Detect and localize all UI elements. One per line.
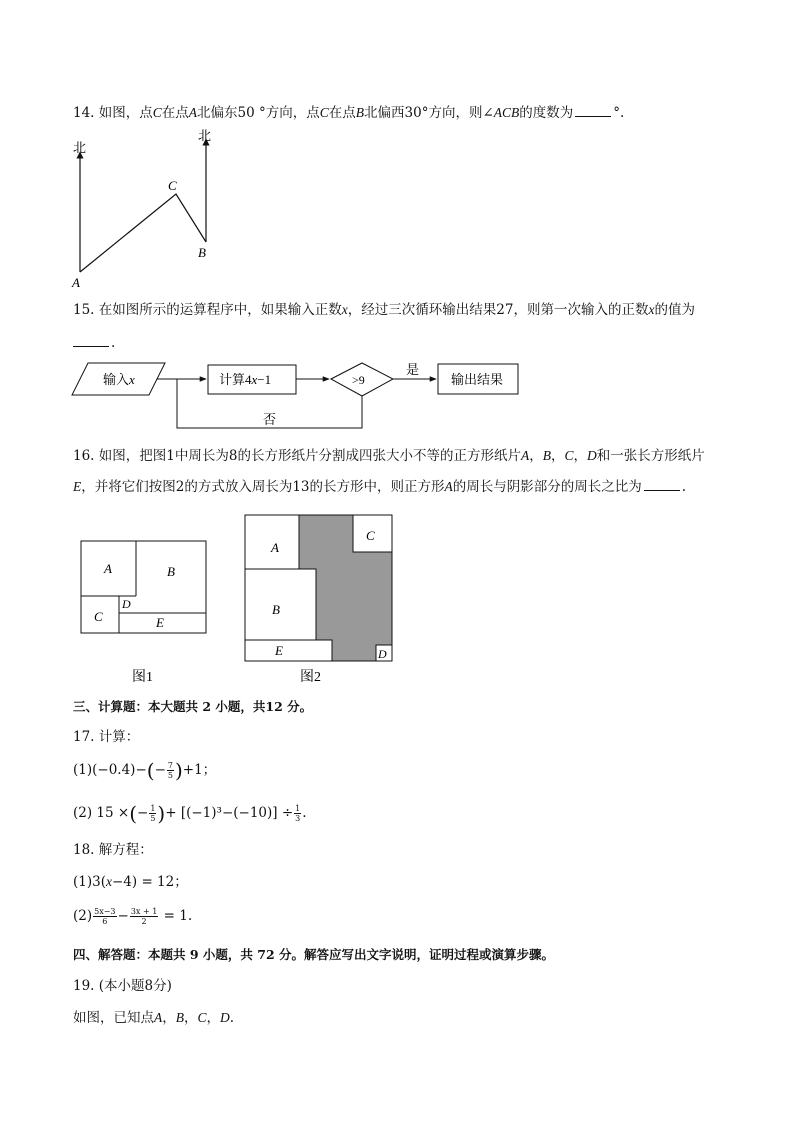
q17-p2-den2: 3 <box>295 814 301 823</box>
section-4-heading: 四、解答题：本题共 9 小题，共 72 分。解答应写出文字说明，证明过程或演算步骤。 <box>73 947 555 962</box>
q14-text-d: 在点 <box>328 105 356 121</box>
q14-var-c: C <box>152 105 162 120</box>
q18-p1-text-a: (1)3( <box>73 874 106 890</box>
q17-p2-den: 5 <box>150 814 156 823</box>
fig2-label-e: E <box>275 643 283 658</box>
q16-text-b: 和一张长方形纸片 <box>596 448 705 464</box>
q18-title: 18. 解方程： <box>73 842 153 858</box>
compute-label: 计算4x−1 <box>219 372 272 387</box>
q15-flowchart <box>70 358 530 436</box>
q15-var-x: x <box>341 302 348 317</box>
q14-var-a: A <box>188 105 198 120</box>
q16-sep2: ， <box>550 448 565 464</box>
q19-var-c: C <box>197 1010 207 1025</box>
fig1-label-e: E <box>156 615 164 630</box>
q17-p2-num2: 1 <box>295 804 301 813</box>
point-label-b: B <box>198 245 206 260</box>
q16-text-line1 <box>73 446 705 466</box>
q16-var-c: C <box>564 448 574 463</box>
q16-sep3: ， <box>573 448 587 464</box>
q17-p2-text-b: + [(−1)³−(−10)] ÷ <box>165 805 294 821</box>
q14-text-c: 北偏东50 °方向，点 <box>197 105 320 121</box>
q17-p1-fraction <box>167 761 174 780</box>
q18-p2-den2: 2 <box>141 917 147 926</box>
q18-p2-minus: − <box>117 908 129 924</box>
q18-p2-den1: 6 <box>102 917 108 926</box>
q17-p1-num: 7 <box>167 761 173 770</box>
q19-var-b: B <box>175 1010 184 1025</box>
q16-var-b: B <box>542 448 551 463</box>
q15-text-a: 15. 在如图所示的运算程序中，如果输入正数 <box>73 302 342 318</box>
q17-part2: (2) 15 ×(− $\frac{1}{5}$ )+ [(−1)³−(−10)] ÷ $\frac{1}{3}$ . <box>73 801 307 826</box>
no-label: 否 <box>263 412 277 427</box>
q16-sep1: ， <box>529 448 543 464</box>
q18-p2-num1: 5x−3 <box>94 907 116 916</box>
q18-part2 <box>73 906 192 926</box>
q17-title: 17. 计算： <box>73 729 140 745</box>
point-label-c: C <box>168 178 177 193</box>
q19-var-d: D <box>220 1010 230 1025</box>
q16-var-a2: A <box>444 479 453 494</box>
q16-text-c: ，并将它们按图2的方式放入周长为13的长方形中，则正方形 <box>81 479 445 495</box>
q19-title: 19. (本小题8分) <box>73 978 172 994</box>
q19-text <box>73 1008 234 1028</box>
q14-answer-blank <box>575 104 611 117</box>
q18-p1-var: x <box>105 874 112 889</box>
q19-sep3: ， <box>206 1010 221 1026</box>
q15-text-end: . <box>111 335 116 351</box>
q16-var-a: A <box>520 448 530 463</box>
q15-var-x2: x <box>648 302 655 317</box>
input-label: 输入x <box>103 372 135 387</box>
path-a-c-b <box>80 194 206 272</box>
q17-p2-fraction <box>149 804 156 823</box>
fig1-label-b: B <box>167 564 175 579</box>
q16-text-d: 的周长与阴影部分的周长之比为 <box>452 479 642 495</box>
q18-part1 <box>73 872 188 892</box>
q18-p1-text-b: −4) = 12； <box>111 874 188 890</box>
q19-text-a: 如图，已知点 <box>73 1010 154 1026</box>
q17-p1-text-a: (1)(−0.4)− <box>73 762 147 778</box>
q17-p2-end: . <box>302 805 307 821</box>
q14-text-e: 北偏西30°方向，则∠ <box>364 105 494 121</box>
q18-p2-text-b: = 1. <box>163 908 193 924</box>
q17-part1: (1)(−0.4)−(− $\frac{7}{5}$ )+1； <box>73 758 217 783</box>
q14-figure <box>70 125 220 295</box>
q18-p2-text-a: (2) <box>73 908 93 924</box>
q14-var-b: B <box>355 105 365 120</box>
fig2-label-d: D <box>378 647 387 661</box>
q15-text-c: 的值为 <box>654 302 695 318</box>
north-label-b: 北 <box>198 128 212 143</box>
q15-text-line2 <box>73 333 115 353</box>
q17-p1-text-b: +1； <box>182 762 217 778</box>
q19-end: . <box>229 1010 235 1026</box>
q15-text-line1 <box>73 300 695 320</box>
q18-p2-fraction2 <box>130 907 158 926</box>
q16-text-line2 <box>73 477 686 497</box>
north-label-a: 北 <box>73 140 87 155</box>
q17-p1-paren-close: ) <box>174 758 183 783</box>
fig1-label-d: D <box>122 597 131 611</box>
q14-text-f: 的度数为 <box>519 105 574 121</box>
q14-angle-acb: ACB <box>493 105 520 120</box>
q17-p2-paren-open: ( <box>129 801 138 826</box>
q14-text-g: °. <box>613 105 625 121</box>
q17-p1-paren-open: ( <box>146 758 155 783</box>
q19-var-a: A <box>154 1010 163 1025</box>
fig2-square-b <box>245 569 316 640</box>
q14-var-c2: C <box>319 105 329 120</box>
fig1-label-c: C <box>94 609 103 624</box>
section-3-heading: 三、计算题：本大题共 2 小题，共12 分。 <box>73 699 313 714</box>
fig2-label-c: C <box>366 528 375 543</box>
fig2-label-a: A <box>271 540 279 555</box>
q15-answer-blank <box>73 334 109 347</box>
q16-answer-blank <box>644 478 680 491</box>
q14-text-a: 14. 如图，点 <box>73 105 153 121</box>
q18-p2-num2: 3x + 1 <box>130 907 158 916</box>
fig2-caption: 图2 <box>300 670 321 685</box>
condition-label: >9 <box>352 373 365 387</box>
q19-sep1: ， <box>162 1010 176 1026</box>
fig2-rect-e <box>245 640 332 661</box>
fig1-label-a: A <box>104 561 112 576</box>
yes-label: 是 <box>406 362 420 377</box>
output-label: 输出结果 <box>451 372 504 387</box>
q16-text-end: . <box>681 479 687 495</box>
q16-var-e: E <box>73 479 82 494</box>
q14-text <box>73 103 624 123</box>
q19-sep2: ， <box>184 1010 198 1026</box>
q16-var-d: D <box>586 448 597 463</box>
q17-p2-fraction2 <box>294 804 301 823</box>
q16-figure-2 <box>242 512 397 692</box>
q14-text-b: 在点 <box>161 105 189 121</box>
q17-p1-den: 5 <box>167 771 173 780</box>
fig2-label-b: B <box>272 602 280 617</box>
q15-text-b: ，经过三次循环输出结果27，则第一次输入的正数 <box>347 302 649 318</box>
q16-text-a: 16. 如图，把图1中周长为8的长方形纸片分割成四张大小不等的正方形纸片 <box>73 448 521 464</box>
q18-p2-fraction1 <box>93 907 116 926</box>
q17-p2-paren-close: ) <box>157 801 166 826</box>
q17-p2-text-a: (2) 15 × <box>73 805 130 821</box>
q16-figure-1 <box>78 538 212 693</box>
point-label-a: A <box>72 275 80 290</box>
fig1-caption: 图1 <box>132 670 153 685</box>
q17-p2-num: 1 <box>150 804 156 813</box>
